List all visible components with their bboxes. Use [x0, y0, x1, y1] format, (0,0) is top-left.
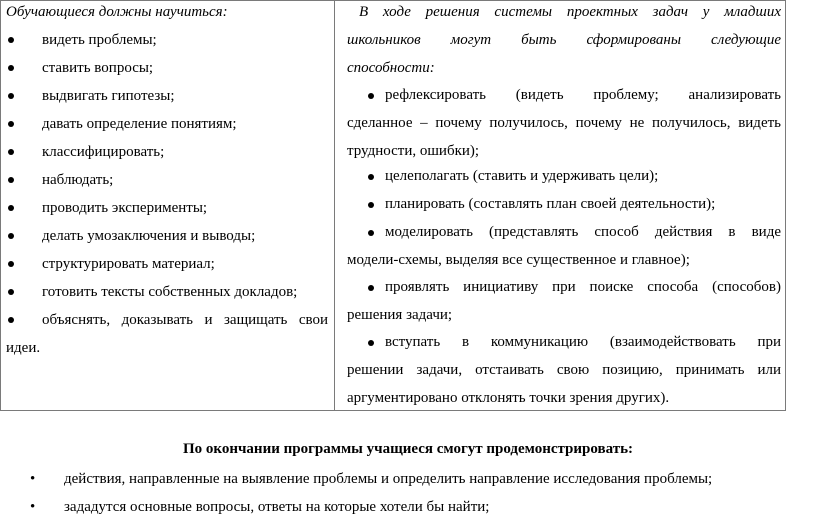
bullet-icon	[8, 289, 14, 295]
bullet-icon	[8, 121, 14, 127]
ability-reflect: сделанное – почему получилось, почему не получилось, видеть	[347, 115, 781, 131]
list-item-continuation: идеи.	[6, 340, 41, 356]
ability-goal: целеполагать (ставить и удерживать цели);	[385, 168, 659, 184]
bullet-icon	[8, 37, 14, 43]
bullet-icon	[8, 233, 14, 239]
ability-communication: решении задачи, отстаивать свою позицию, принимать или	[347, 362, 781, 378]
bullet-icon	[8, 93, 14, 99]
ability-plan: планировать (составлять план своей деятельности);	[385, 196, 716, 212]
bullet-icon: •	[30, 471, 36, 487]
ability-model: модели-схемы, выделяя все существенное и главное);	[347, 252, 690, 268]
bullet-icon	[8, 149, 14, 155]
outcomes-heading: По окончании программы учащиеся смогут продемонстрировать:	[182, 441, 634, 457]
intro-text: школьников могут быть сформированы следующие	[347, 32, 781, 48]
bullet-icon	[8, 261, 14, 267]
bullet-icon: •	[30, 499, 36, 515]
ability-reflect: рефлексировать (видеть проблему; анализировать	[385, 87, 781, 103]
ability-initiative: проявлять инициативу при поиске способа (способов)	[385, 279, 781, 295]
bullet-icon	[8, 205, 14, 211]
bullet-icon	[8, 65, 14, 71]
ability-communication: аргументировано отклонять точки зрения других).	[347, 390, 670, 406]
column-divider	[334, 1, 335, 410]
intro-text: В ходе решения системы проектных задач у младших	[359, 4, 781, 20]
bullet-icon	[8, 317, 14, 323]
bullet-icon	[8, 177, 14, 183]
ability-model: моделировать (представлять способ действия в виде	[385, 224, 781, 240]
ability-initiative: решения задачи;	[347, 307, 453, 323]
ability-reflect: трудности, ошибки);	[347, 143, 480, 159]
left-heading: Обучающиеся должны научиться:	[6, 4, 228, 20]
intro-text: способности:	[347, 60, 435, 76]
ability-communication: вступать в коммуникацию (взаимодействовать при	[385, 334, 781, 350]
skills-table: Обучающиеся должны научиться: видеть проблемы; ставить вопросы; выдвигать гипотезы; давать определение понятиям; классифицировать; наблюдать; проводить эксперименты; делать умозаключения и выводы; структурировать материал; готовить тексты собственных докладов; объяснять, доказывать и защищать свои идеи. В ходе решения системы проектных задач у младших школьников могут быть сформированы следующие способности: рефлексировать (видеть проблему; анализировать сделанное – почему получилось, почему не получилось, видеть трудности, ошибки); целеполагать (ставить и удерживать цели); планировать (составлять план своей деятельности); моделировать (представлять способ действия в виде модели-схемы, выделяя все существенное и главное); проявлять инициативу при поиске способа (способов) решения задачи; вступать в коммуникацию (взаимодействовать при решении задачи, отстаивать свою позицию, принимать или аргументировано отклонять точки зрения других).	[0, 0, 786, 411]
